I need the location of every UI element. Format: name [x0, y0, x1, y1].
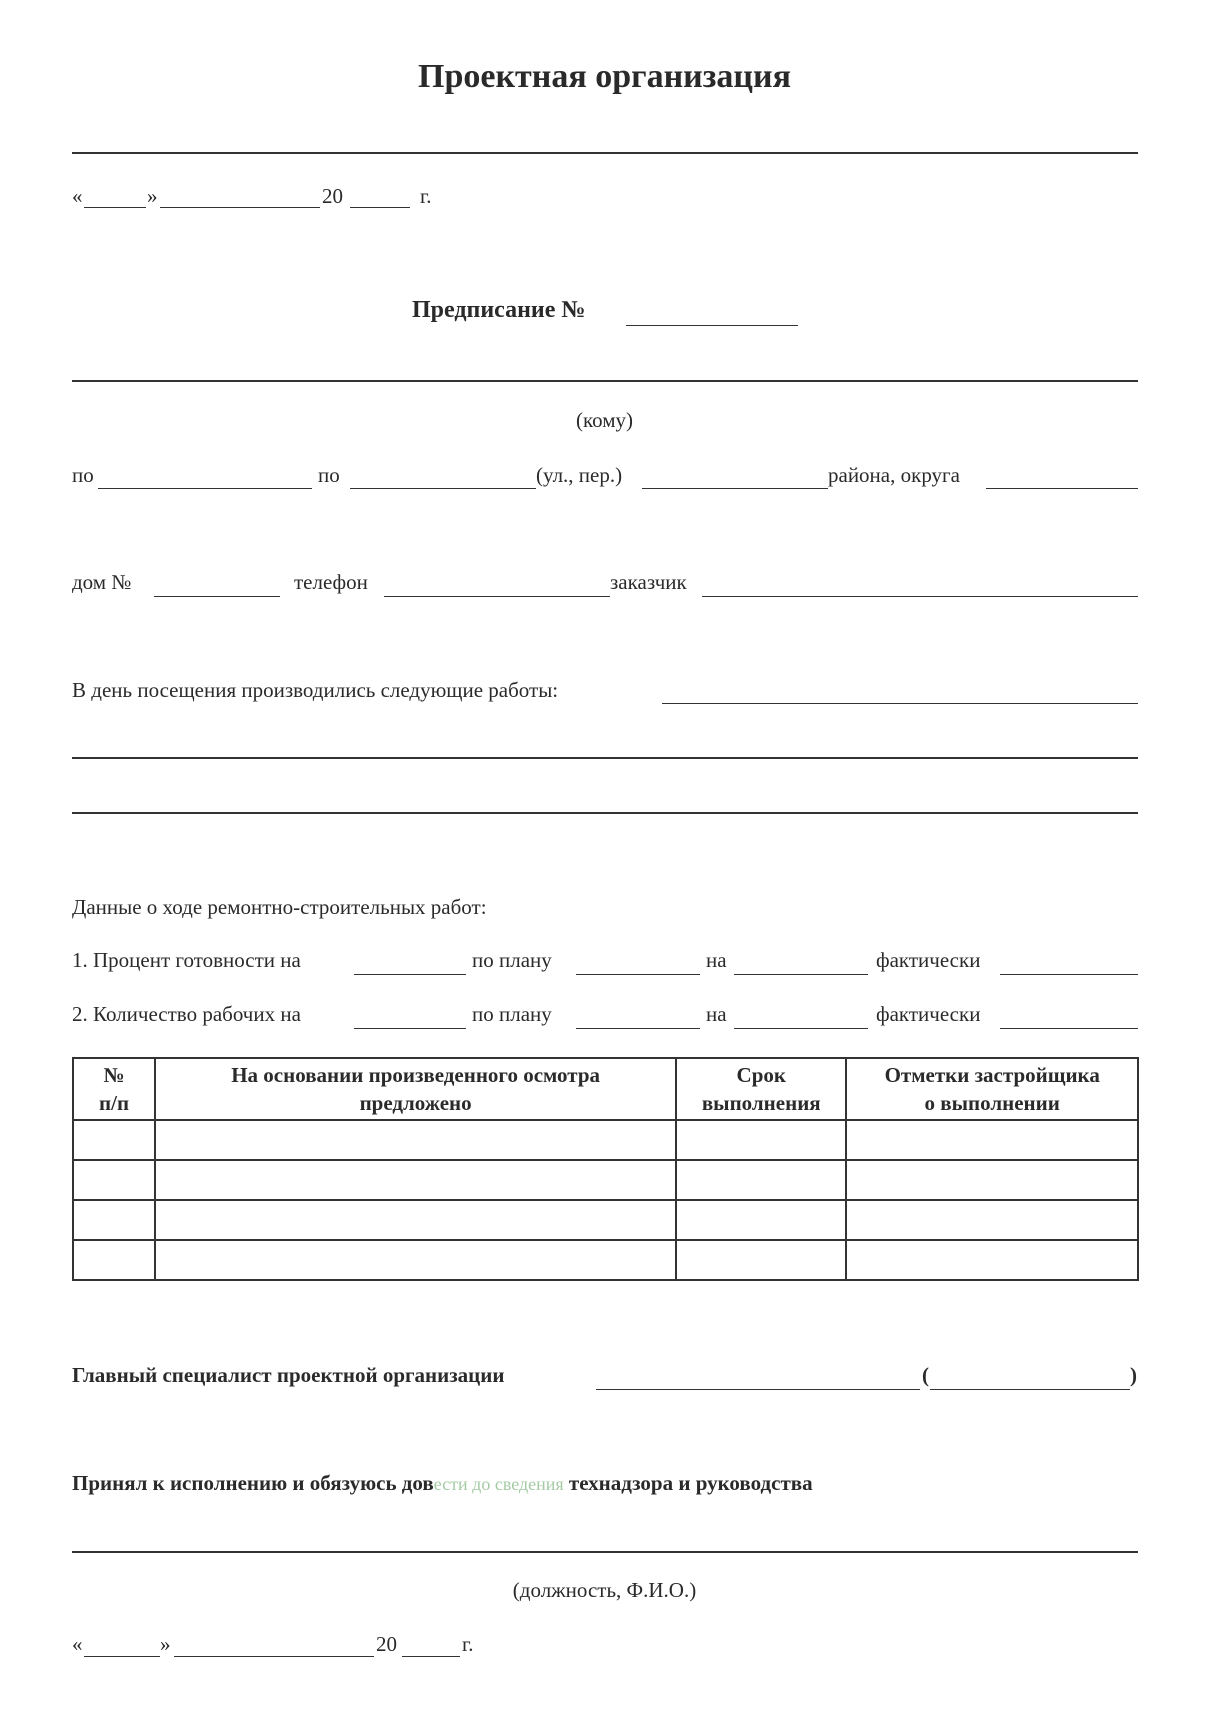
- customer-field[interactable]: [702, 596, 1138, 597]
- plan-field[interactable]: [576, 1028, 700, 1029]
- header-line: №: [103, 1063, 125, 1087]
- header-line: предложено: [359, 1091, 472, 1115]
- close-paren: ): [1130, 1363, 1137, 1387]
- table-cell[interactable]: [846, 1160, 1138, 1200]
- plan-label: по плану: [472, 1002, 552, 1026]
- house-field[interactable]: [154, 596, 280, 597]
- works-field-3[interactable]: [72, 812, 1138, 814]
- header-line: выполнения: [701, 1091, 821, 1115]
- progress-date-field[interactable]: [354, 1028, 466, 1029]
- plan-field[interactable]: [576, 974, 700, 975]
- header-line: о выполнении: [924, 1091, 1060, 1115]
- on-field[interactable]: [734, 1028, 868, 1029]
- inspection-table: [72, 1057, 1139, 1281]
- header-line: Срок: [736, 1063, 786, 1087]
- header-line: Отметки застройщика: [884, 1063, 1100, 1087]
- header-proposal: [155, 1058, 676, 1120]
- on-field[interactable]: [734, 974, 868, 975]
- works-field-2[interactable]: [72, 757, 1138, 759]
- po-label-2: по: [318, 463, 340, 487]
- chief-name-field[interactable]: [930, 1389, 1130, 1390]
- date-close-quote: »: [160, 1632, 171, 1656]
- header-number: [73, 1058, 155, 1120]
- open-paren: (: [922, 1363, 929, 1387]
- phone-label: телефон: [294, 570, 368, 594]
- chief-label: Главный специалист проектной организации: [72, 1363, 505, 1387]
- works-field-1[interactable]: [662, 703, 1138, 704]
- table-cell[interactable]: [155, 1200, 676, 1240]
- table-cell[interactable]: [846, 1120, 1138, 1160]
- table-row: [73, 1160, 1138, 1200]
- position-name-field[interactable]: [72, 1551, 1138, 1553]
- year-prefix: 20: [376, 1632, 397, 1656]
- actual-label: фактически: [876, 1002, 981, 1026]
- progress-row-label: 1. Процент готовности на: [72, 948, 301, 972]
- phone-field[interactable]: [384, 596, 610, 597]
- table-cell[interactable]: [73, 1160, 155, 1200]
- table-row: [73, 1120, 1138, 1160]
- address-field-2[interactable]: [350, 488, 536, 489]
- table-header-row: [73, 1058, 1138, 1120]
- month-field[interactable]: [174, 1656, 374, 1657]
- date-open-quote: «: [72, 184, 83, 208]
- year-suffix: г.: [420, 184, 432, 208]
- street-label: (ул., пер.): [536, 463, 623, 487]
- watermark-text: ести до сведения: [433, 1474, 564, 1494]
- table-cell[interactable]: [676, 1160, 846, 1200]
- accepted-statement: [72, 1471, 813, 1496]
- table-row: [73, 1240, 1138, 1280]
- actual-label: фактически: [876, 948, 981, 972]
- table-cell[interactable]: [676, 1240, 846, 1280]
- table-cell[interactable]: [155, 1240, 676, 1280]
- date-open-quote: «: [72, 1632, 83, 1656]
- order-number-field[interactable]: [626, 325, 798, 326]
- year-field[interactable]: [402, 1656, 460, 1657]
- table-cell[interactable]: [155, 1160, 676, 1200]
- header-line: На основании произведенного осмотра: [231, 1063, 601, 1087]
- position-caption: (должность, Ф.И.О.): [512, 1578, 697, 1602]
- day-field[interactable]: [84, 207, 146, 208]
- actual-field[interactable]: [1000, 974, 1138, 975]
- street-field[interactable]: [642, 488, 828, 489]
- progress-heading: Данные о ходе ремонтно-строительных работ:: [72, 895, 487, 919]
- recipient-caption: (кому): [575, 408, 633, 432]
- month-field[interactable]: [160, 207, 320, 208]
- year-field[interactable]: [350, 207, 410, 208]
- on-label: на: [706, 1002, 727, 1026]
- address-field-1[interactable]: [98, 488, 312, 489]
- table-cell[interactable]: [846, 1240, 1138, 1280]
- recipient-line[interactable]: [72, 380, 1138, 382]
- progress-row-label: 2. Количество рабочих на: [72, 1002, 301, 1026]
- table-cell[interactable]: [73, 1120, 155, 1160]
- accepted-text-start: Принял к исполнению и обязуюсь дов: [72, 1471, 434, 1495]
- accepted-text-end: технадзора и руководства: [563, 1471, 813, 1495]
- table-cell[interactable]: [676, 1200, 846, 1240]
- district-label: района, округа: [828, 463, 960, 487]
- district-field[interactable]: [986, 488, 1138, 489]
- table-cell[interactable]: [846, 1200, 1138, 1240]
- header-developer-marks: [846, 1058, 1138, 1120]
- table-cell[interactable]: [73, 1200, 155, 1240]
- order-label: Предписание №: [412, 297, 586, 323]
- date-close-quote: »: [147, 184, 158, 208]
- chief-signature-field[interactable]: [596, 1389, 920, 1390]
- po-label-1: по: [72, 463, 94, 487]
- header-line: п/п: [99, 1091, 130, 1115]
- customer-label: заказчик: [610, 570, 687, 594]
- table-cell[interactable]: [676, 1120, 846, 1160]
- year-suffix: г.: [462, 1632, 474, 1656]
- table-cell[interactable]: [155, 1120, 676, 1160]
- house-label: дом №: [72, 570, 132, 594]
- day-field[interactable]: [84, 1656, 160, 1657]
- table-cell[interactable]: [73, 1240, 155, 1280]
- page-title: Проектная организация: [418, 58, 791, 95]
- actual-field[interactable]: [1000, 1028, 1138, 1029]
- progress-date-field[interactable]: [354, 974, 466, 975]
- table-row: [73, 1200, 1138, 1240]
- works-label: В день посещения производились следующие работы:: [72, 678, 559, 702]
- on-label: на: [706, 948, 727, 972]
- header-deadline: [676, 1058, 846, 1120]
- year-prefix: 20: [322, 184, 343, 208]
- divider-line: [72, 152, 1138, 154]
- plan-label: по плану: [472, 948, 552, 972]
